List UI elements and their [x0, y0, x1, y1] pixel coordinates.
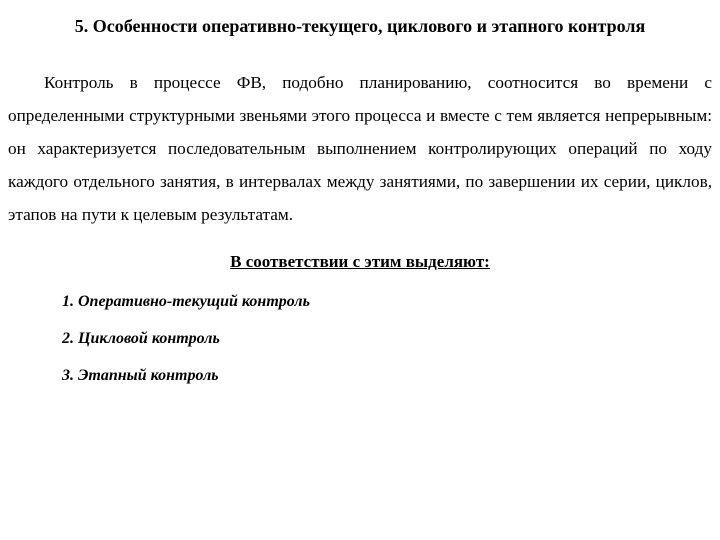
list-heading: В соответствии с этим выделяют:: [230, 252, 490, 271]
list-item-stage-control: 3. Этапный контроль: [62, 367, 219, 384]
list-item-cyclic-control: 2. Цикловой контроль: [62, 330, 220, 347]
slide-title: 5. Особенности оперативно-текущего, циклового и этапного контроля: [74, 16, 646, 36]
list-item-operational-control: 1. Оперативно-текущий контроль: [62, 293, 310, 310]
body-paragraph: Контроль в процессе ФВ, подобно планированию, соотносится во времени с определенными структурными звеньями этого процесса и вместе с тем является непрерывным: он характеризуется последовательным выполнением контролирующих операций по ходу каждого отдельного занятия, в интервалах между занятиями, по завершении их серии, циклов, этапов на пути к целевым результатам.: [8, 73, 712, 224]
control-types-list: [62, 290, 310, 401]
